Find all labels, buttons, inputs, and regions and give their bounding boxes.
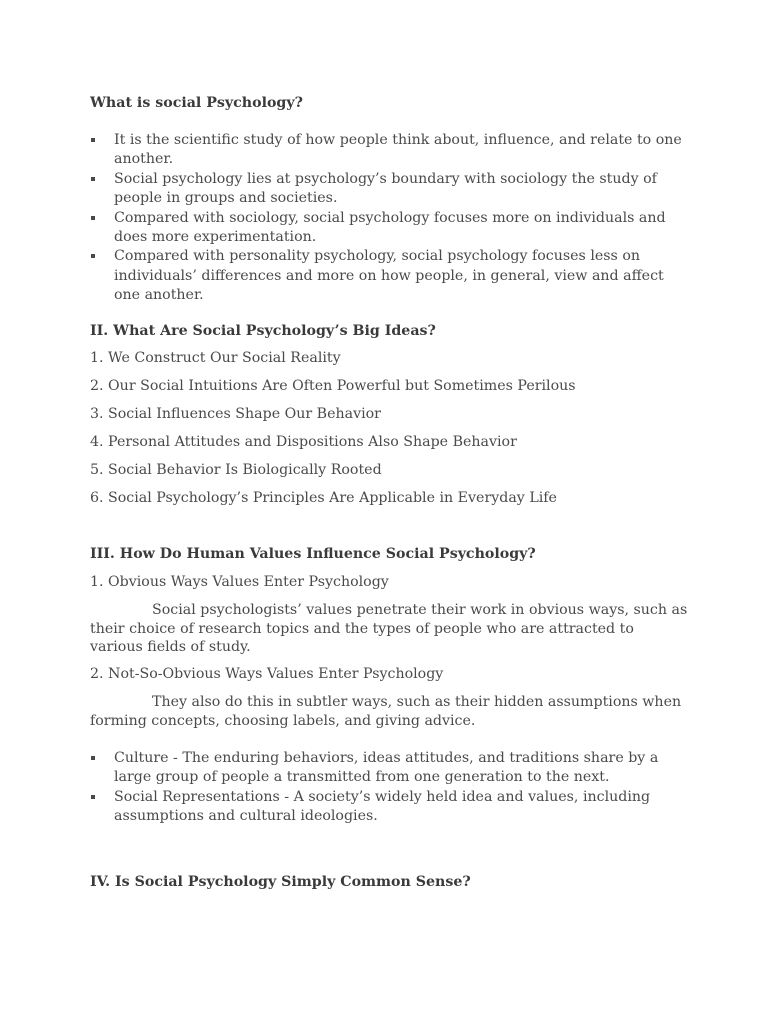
bullet-text: Social Representations - A society’s widely held idea and values, including assumptions and cultural ideologies. bbox=[114, 788, 651, 825]
bullet-icon bbox=[91, 138, 95, 142]
big-idea-2: 2. Our Social Intuitions Are Often Powerful but Sometimes Perilous bbox=[90, 378, 576, 394]
section-1-bullet-list bbox=[90, 131, 690, 306]
list-item bbox=[90, 247, 690, 305]
bullet-icon bbox=[91, 254, 95, 258]
list-item bbox=[90, 209, 690, 248]
big-idea-1: 1. We Construct Our Social Reality bbox=[90, 350, 341, 366]
big-idea-3: 3. Social Influences Shape Our Behavior bbox=[90, 406, 381, 422]
section-3-paragraph-2: They also do this in subtler ways, such as their hidden assumptions when forming concepts, choosing labels, and giving advice. bbox=[90, 694, 682, 729]
section-3-subheading-2: 2. Not-So-Obvious Ways Values Enter Psychology bbox=[90, 666, 444, 682]
section-3-paragraph-1: Social psychologists’ values penetrate their work in obvious ways, such as their choice of research topics and the types of people who are attracted to various fields of study. bbox=[90, 602, 688, 655]
bullet-text: Compared with personality psychology, social psychology focuses less on individuals’ differences and more on how people, in general, view and affect one another. bbox=[114, 248, 664, 304]
list-item bbox=[90, 788, 690, 827]
bullet-text: It is the scientific study of how people think about, influence, and relate to one another. bbox=[114, 132, 682, 168]
list-item bbox=[90, 170, 690, 209]
big-idea-4: 4. Personal Attitudes and Dispositions Also Shape Behavior bbox=[90, 434, 517, 450]
bullet-text: Social psychology lies at psychology’s boundary with sociology the study of people in groups and societies. bbox=[114, 170, 657, 207]
bullet-icon bbox=[91, 795, 95, 799]
list-item bbox=[90, 749, 690, 788]
bullet-icon bbox=[91, 216, 95, 220]
big-idea-5: 5. Social Behavior Is Biologically Rooted bbox=[90, 462, 382, 478]
section-4-heading: IV. Is Social Psychology Simply Common Sense? bbox=[90, 874, 471, 890]
list-item bbox=[90, 131, 690, 170]
big-idea-6: 6. Social Psychology’s Principles Are Applicable in Everyday Life bbox=[90, 490, 557, 506]
section-1-heading: What is social Psychology? bbox=[90, 95, 303, 111]
section-3-heading: III. How Do Human Values Influence Social Psychology? bbox=[90, 546, 536, 562]
bullet-text: Culture - The enduring behaviors, ideas attitudes, and traditions share by a large group of people a transmitted from one generation to the next. bbox=[114, 750, 659, 786]
section-3-bullet-list bbox=[90, 749, 690, 827]
bullet-icon bbox=[91, 756, 95, 760]
section-2-heading: II. What Are Social Psychology’s Big Ideas? bbox=[90, 323, 436, 339]
bullet-icon bbox=[91, 177, 95, 181]
bullet-text: Compared with sociology, social psychology focuses more on individuals and does more experimentation. bbox=[114, 209, 666, 246]
section-3-subheading-1: 1. Obvious Ways Values Enter Psychology bbox=[90, 574, 389, 590]
